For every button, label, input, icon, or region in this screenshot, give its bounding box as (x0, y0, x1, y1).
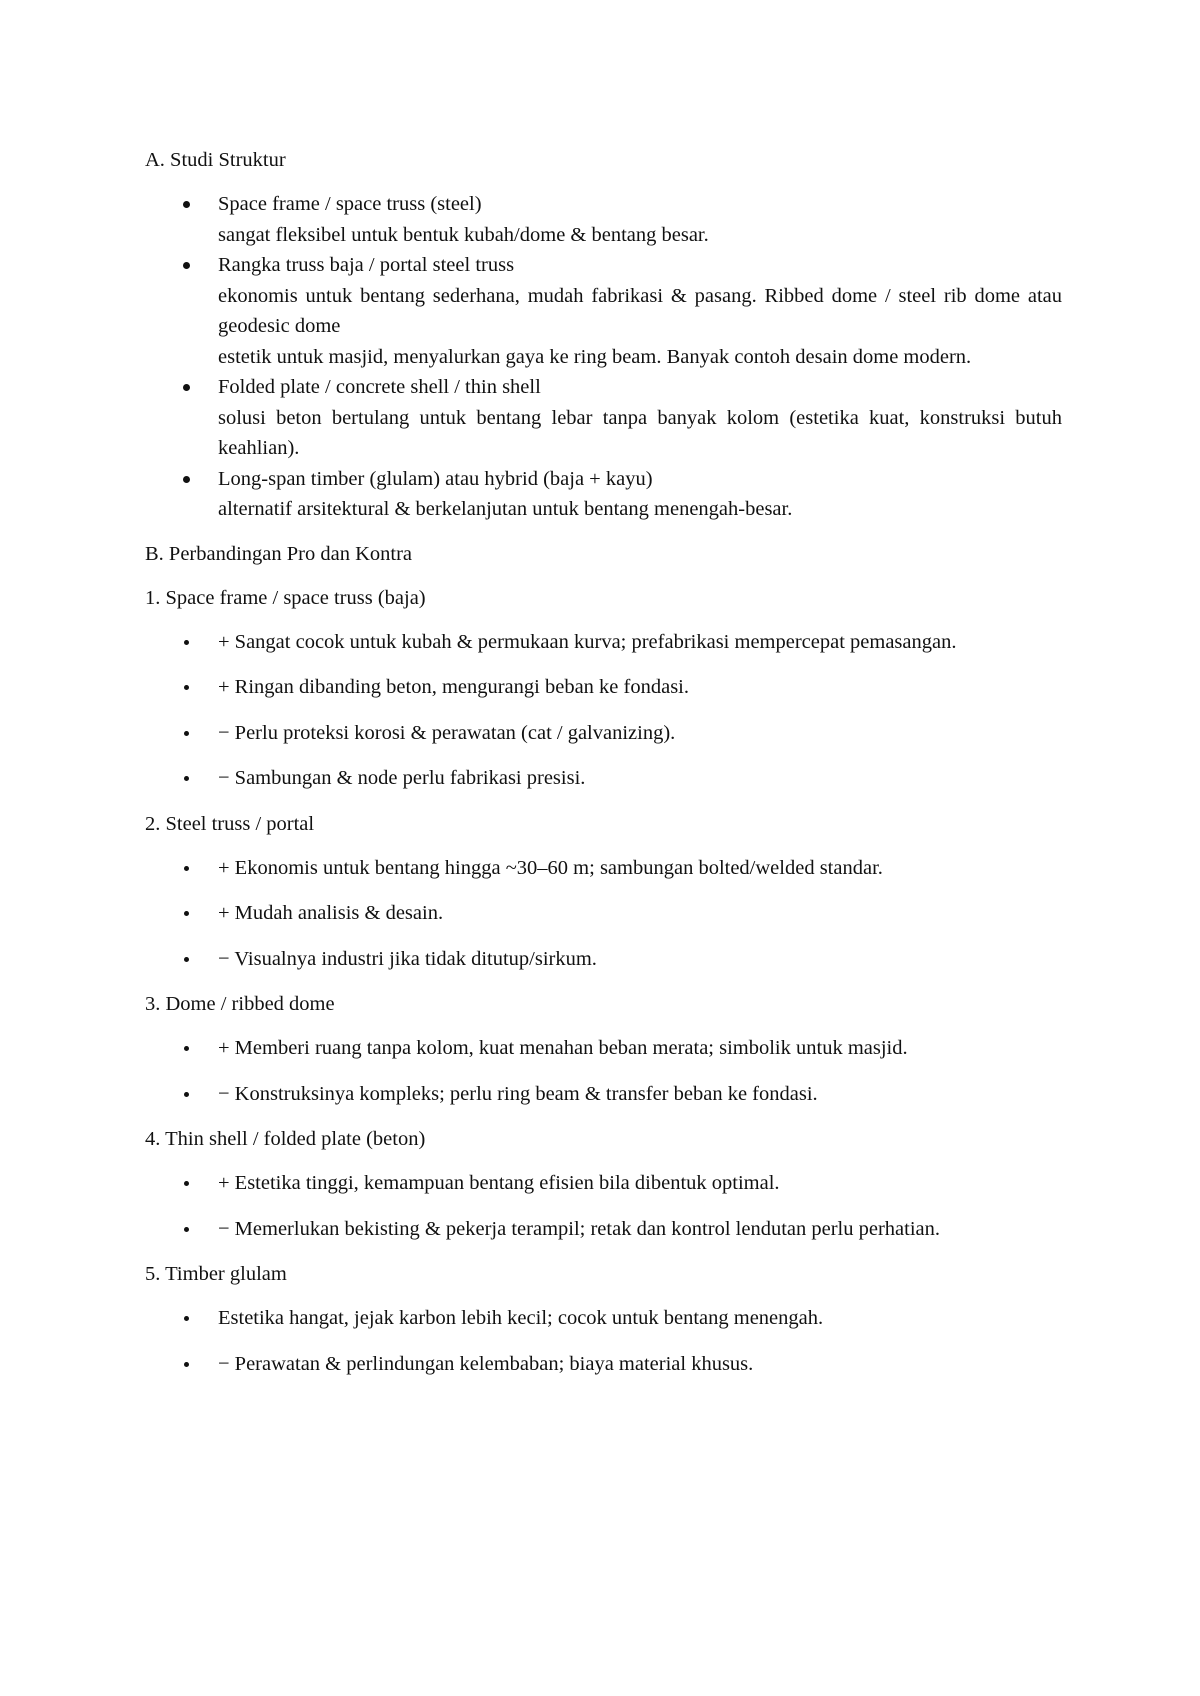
item-title: Space frame / space truss (steel) (218, 193, 482, 215)
group-heading: 2. Steel truss / portal (145, 812, 315, 835)
section-a-list (145, 189, 1062, 525)
item-description: solusi beton bertulang untuk bentang lebar tanpa banyak kolom (estetika kuat, konstruksi butuh keahlian). (218, 406, 1062, 459)
bullet-icon (184, 866, 189, 871)
item-description: sangat fleksibel untuk bentuk kubah/dome & bentang besar. (218, 223, 709, 246)
point-text: − Sambungan & node perlu fabrikasi presisi. (218, 767, 586, 789)
item-description: alternatif arsitektural & berkelanjutan untuk bentang menengah-besar. (218, 498, 793, 520)
pro-contra-list (145, 853, 1062, 975)
item-title: Long-span timber (glulam) atau hybrid (baja + kayu) (218, 467, 653, 490)
bullet-icon (183, 262, 190, 269)
list-item (145, 464, 1062, 525)
list-item (145, 1214, 1062, 1245)
bullet-icon (184, 957, 189, 962)
group-heading: 3. Dome / ribbed dome (145, 993, 335, 1015)
bullet-icon (184, 731, 189, 736)
group-heading: 4. Thin shell / folded plate (beton) (145, 1128, 426, 1150)
pro-contra-list (145, 1303, 1062, 1379)
bullet-icon (183, 201, 190, 208)
list-item (145, 853, 1062, 884)
item-description: ekonomis untuk bentang sederhana, mudah fabrikasi & pasang. Ribbed dome / steel rib dome atau geodesic dome (218, 284, 1062, 337)
point-text: + Memberi ruang tanpa kolom, kuat menahan beban merata; simbolik untuk masjid. (218, 1037, 908, 1059)
group-heading: 1. Space frame / space truss (baja) (145, 586, 426, 609)
bullet-icon (184, 1316, 189, 1321)
bullet-icon (183, 384, 190, 391)
item-title: Rangka truss baja / portal steel truss (218, 254, 515, 276)
bullet-icon (184, 1362, 189, 1367)
section-b-heading: B. Perbandingan Pro dan Kontra (145, 542, 413, 565)
point-text: + Ringan dibanding beton, mengurangi beban ke fondasi. (218, 676, 689, 698)
bullet-icon (184, 1046, 189, 1051)
point-text: − Konstruksinya kompleks; perlu ring beam & transfer beban ke fondasi. (218, 1082, 818, 1105)
bullet-icon (184, 1181, 189, 1186)
list-item (145, 1349, 1062, 1380)
list-item (145, 1303, 1062, 1334)
document-page (145, 145, 1062, 1394)
point-text: − Perlu proteksi korosi & perawatan (cat / galvanizing). (218, 721, 676, 744)
list-item (145, 763, 1062, 794)
pro-contra-list (145, 627, 1062, 794)
list-item (145, 627, 1062, 658)
point-text: − Perawatan & perlindungan kelembaban; biaya material khusus. (218, 1352, 754, 1375)
bullet-icon (184, 911, 189, 916)
point-text: + Estetika tinggi, kemampuan bentang efisien bila dibentuk optimal. (218, 1172, 780, 1194)
point-text: − Memerlukan bekisting & pekerja terampil; retak dan kontrol lendutan perlu perhatian. (218, 1217, 940, 1240)
list-item (145, 1033, 1062, 1064)
pro-contra-list (145, 1033, 1062, 1109)
pro-contra-list (145, 1168, 1062, 1244)
list-item (145, 672, 1062, 703)
bullet-icon (184, 685, 189, 690)
list-item (145, 944, 1062, 975)
item-description: estetik untuk masjid, menyalurkan gaya ke ring beam. Banyak contoh desain dome modern. (218, 345, 972, 368)
list-item (145, 250, 1062, 372)
point-text: − Visualnya industri jika tidak ditutup/sirkum. (218, 947, 597, 970)
section-a-heading: A. Studi Struktur (145, 149, 286, 171)
bullet-icon (184, 1227, 189, 1232)
bullet-icon (184, 640, 189, 645)
item-title: Folded plate / concrete shell / thin shell (218, 376, 541, 398)
group-heading: 5. Timber glulam (145, 1263, 287, 1285)
list-item (145, 189, 1062, 250)
list-item (145, 1168, 1062, 1199)
bullet-icon (184, 776, 189, 781)
list-item (145, 898, 1062, 929)
list-item (145, 1079, 1062, 1110)
point-text: Estetika hangat, jejak karbon lebih kecil; cocok untuk bentang menengah. (218, 1307, 824, 1329)
point-text: + Mudah analisis & desain. (218, 902, 444, 924)
bullet-icon (183, 476, 190, 483)
list-item (145, 718, 1062, 749)
point-text: + Sangat cocok untuk kubah & permukaan kurva; prefabrikasi mempercepat pemasangan. (218, 630, 957, 653)
bullet-icon (184, 1092, 189, 1097)
list-item (145, 372, 1062, 464)
point-text: + Ekonomis untuk bentang hingga ~30–60 m; sambungan bolted/welded standar. (218, 856, 883, 879)
